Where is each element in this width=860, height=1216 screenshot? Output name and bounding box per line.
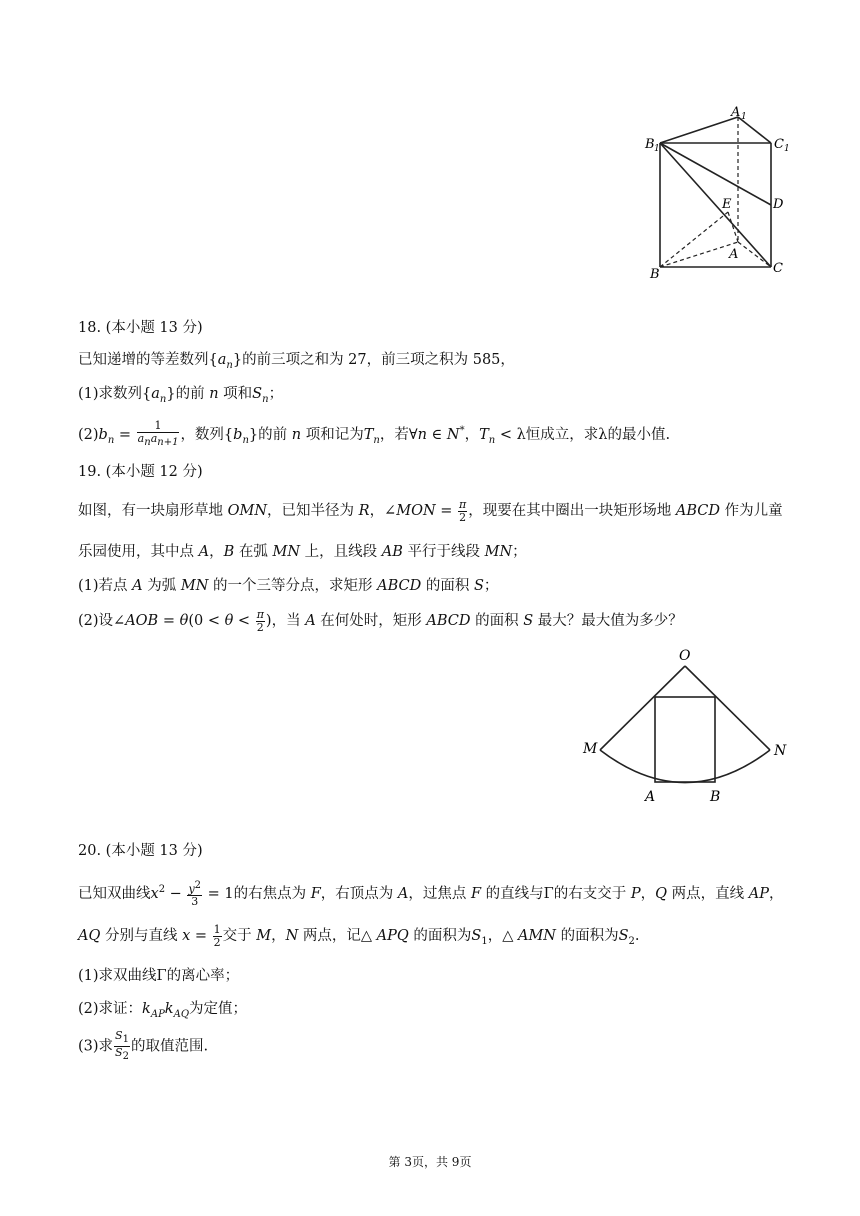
label-A: A bbox=[729, 247, 739, 262]
q19-line2: 乐园使用，其中点 A，B 在弧 MN 上，且线段 AB 平行于线段 MN； bbox=[78, 544, 527, 560]
label-D: D bbox=[773, 197, 784, 212]
label-B: B bbox=[710, 789, 721, 805]
label-C: C bbox=[773, 261, 783, 276]
label-M: M bbox=[583, 741, 598, 757]
q18-part2: $(2)b_n$ = $\frac{1}{a_na_{n+1}}$ ，数列$\{b_n\}$的前 n 项和记为$T_n$，若∀n ∈ N*，$T_n < \lambda$恒成立，求λ的最小值. bbox=[78, 419, 671, 449]
label-A1: A bbox=[731, 105, 741, 120]
label-B1: B bbox=[645, 137, 655, 152]
label-B1-sub: 1 bbox=[654, 144, 660, 154]
q20-part2: (2)求证：$k_{AP}k_{AQ}$为定值； bbox=[78, 1001, 248, 1020]
q20-header: 20. (本小题 13 分) bbox=[78, 843, 203, 859]
q20-line2: AQ 分别与直线 x = $\frac{1}{2}$ 交于 M，N 两点，记△ APQ 的面积为$S_1$，△ AMN 的面积为$S_2$. bbox=[78, 922, 640, 949]
label-B: B bbox=[650, 267, 660, 282]
label-A1-sub: 1 bbox=[741, 112, 747, 122]
page-footer: 第 3页，共 9页 bbox=[388, 1155, 472, 1169]
label-C1: C bbox=[774, 137, 784, 152]
q19-line1: 如图，有一块扇形草地 OMN，已知半径为 R，∠MON = $\frac{\pi}{2}$ ，现要在其中圈出一块矩形场地 ABCD 作为儿童 bbox=[78, 497, 783, 524]
q19-part1: (1)若点 A 为弧 MN 的一个三等分点，求矩形 ABCD 的面积 S； bbox=[78, 578, 499, 594]
label-A: A bbox=[645, 789, 656, 805]
prism-figure bbox=[640, 100, 800, 285]
q19-part2: (2)设∠AOB = θ(0 < θ < $\frac{\pi}{2}$ )，当 A 在何处时，矩形 ABCD 的面积 S 最大？最大值为多少？ bbox=[78, 607, 683, 634]
q20-part1: (1)求双曲线Γ的离心率； bbox=[78, 968, 240, 984]
q18-header: 18. (本小题 13 分) bbox=[78, 320, 203, 336]
q20-part3: (3)求 $\frac{S_1}{S_2}$ 的取值范围. bbox=[78, 1029, 209, 1063]
label-C1-sub: 1 bbox=[784, 144, 790, 154]
q18-stem: 已知递增的等差数列$\{a_n\}$的前三项之和为 27，前三项之积为 585， bbox=[78, 352, 515, 371]
q20-line1: 已知双曲线$x^2$ − $\frac{y^2}{3}$ = 1的右焦点为 F，右顶点为 A，过焦点 F 的直线与Γ的右支交于 P，Q 两点，直线 AP， bbox=[78, 879, 784, 909]
label-N: N bbox=[774, 743, 787, 759]
q19-header: 19. (本小题 12 分) bbox=[78, 464, 203, 480]
q18-part1: (1)求数列$\{a_n\}$的前 n 项和$S_n$； bbox=[78, 386, 284, 405]
label-E: E bbox=[722, 197, 732, 212]
sector-figure bbox=[575, 640, 795, 810]
label-O: O bbox=[679, 648, 691, 664]
